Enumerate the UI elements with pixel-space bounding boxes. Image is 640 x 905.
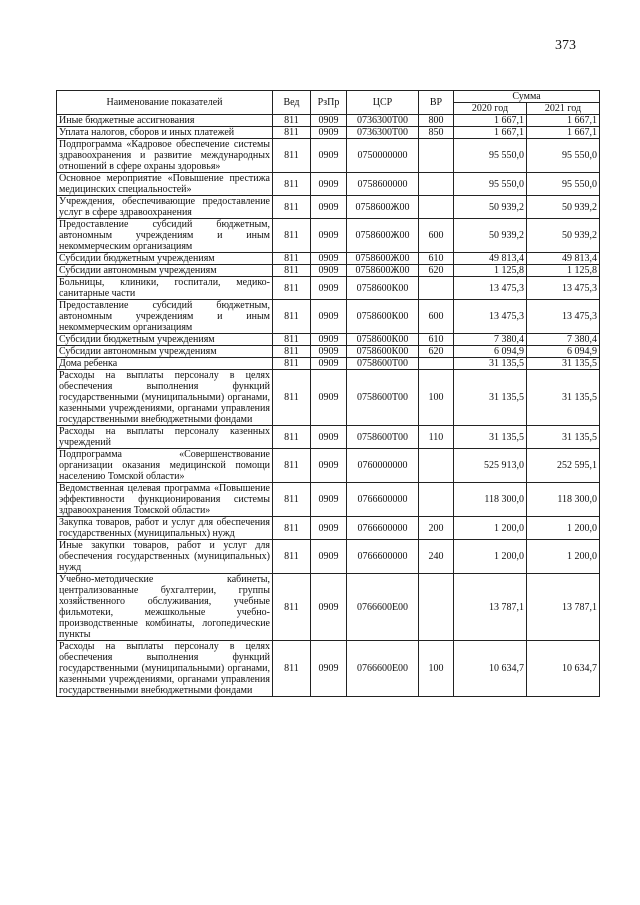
cell-rzpr: 0909: [311, 127, 347, 139]
cell-rzpr: 0909: [311, 139, 347, 173]
cell-y2020: 31 135,5: [454, 426, 527, 449]
header-ved: Вед: [273, 91, 311, 115]
cell-rzpr: 0909: [311, 219, 347, 253]
cell-y2021: 6 094,9: [527, 346, 600, 358]
cell-y2021: 50 939,2: [527, 196, 600, 219]
cell-ved: 811: [273, 346, 311, 358]
cell-rzpr: 0909: [311, 115, 347, 127]
cell-csr: 0750000000: [347, 139, 419, 173]
cell-y2021: 31 135,5: [527, 358, 600, 370]
cell-rzpr: 0909: [311, 449, 347, 483]
header-name: Наименование показателей: [57, 91, 273, 115]
cell-ved: 811: [273, 574, 311, 641]
cell-y2020: 13 475,3: [454, 300, 527, 334]
cell-ved: 811: [273, 517, 311, 540]
cell-y2021: 31 135,5: [527, 370, 600, 426]
cell-name: Дома ребенка: [57, 358, 273, 370]
table-row: [57, 449, 600, 483]
table-row: [57, 426, 600, 449]
cell-ved: 811: [273, 127, 311, 139]
cell-csr: 0760000000: [347, 449, 419, 483]
table-row: [57, 540, 600, 574]
table-row: [57, 277, 600, 300]
cell-y2020: 10 634,7: [454, 641, 527, 697]
cell-y2020: 13 475,3: [454, 277, 527, 300]
cell-vr: 620: [419, 346, 454, 358]
cell-vr: 800: [419, 115, 454, 127]
cell-ved: 811: [273, 139, 311, 173]
cell-rzpr: 0909: [311, 265, 347, 277]
page-number: 373: [555, 38, 576, 53]
table-row: [57, 253, 600, 265]
cell-y2021: 49 813,4: [527, 253, 600, 265]
table-row: [57, 265, 600, 277]
cell-name: Расходы на выплаты персоналу в целях обеспечения выполнения функций государственными (муниципальными) органами, казенными учреждениями, органами управления государственными внебюджетными фондами: [57, 370, 273, 426]
cell-vr: [419, 196, 454, 219]
cell-y2020: 31 135,5: [454, 370, 527, 426]
cell-csr: 0736300Т00: [347, 115, 419, 127]
cell-y2020: 1 125,8: [454, 265, 527, 277]
table-row: [57, 127, 600, 139]
cell-y2020: 13 787,1: [454, 574, 527, 641]
cell-name: Больницы, клиники, госпитали, медико-санитарные части: [57, 277, 273, 300]
cell-y2021: 1 667,1: [527, 127, 600, 139]
cell-csr: 0766600000: [347, 517, 419, 540]
cell-vr: [419, 173, 454, 196]
cell-csr: 0758600Т00: [347, 426, 419, 449]
cell-name: Ведомственная целевая программа «Повышение эффективности функционирования системы здравоохранения Томской области»: [57, 483, 273, 517]
cell-y2020: 1 667,1: [454, 127, 527, 139]
cell-name: Подпрограмма «Совершенствование организации оказания медицинской помощи населению Томской области»: [57, 449, 273, 483]
cell-ved: 811: [273, 483, 311, 517]
table-row: [57, 641, 600, 697]
cell-csr: 0758600К00: [347, 346, 419, 358]
cell-rzpr: 0909: [311, 426, 347, 449]
cell-y2020: 525 913,0: [454, 449, 527, 483]
cell-vr: 850: [419, 127, 454, 139]
cell-y2021: 13 475,3: [527, 277, 600, 300]
cell-y2021: 10 634,7: [527, 641, 600, 697]
cell-ved: 811: [273, 115, 311, 127]
cell-rzpr: 0909: [311, 358, 347, 370]
cell-ved: 811: [273, 265, 311, 277]
cell-name: Учреждения, обеспечивающие предоставление услуг в сфере здравоохранения: [57, 196, 273, 219]
cell-name: Подпрограмма «Кадровое обеспечение системы здравоохранения и развитие международных отношений в сфере охраны здоровья»: [57, 139, 273, 173]
cell-vr: 100: [419, 641, 454, 697]
cell-name: Расходы на выплаты персоналу казенных учреждений: [57, 426, 273, 449]
cell-vr: 200: [419, 517, 454, 540]
cell-rzpr: 0909: [311, 277, 347, 300]
cell-vr: 600: [419, 219, 454, 253]
cell-name: Субсидии автономным учреждениям: [57, 265, 273, 277]
cell-vr: 110: [419, 426, 454, 449]
cell-y2020: 50 939,2: [454, 196, 527, 219]
cell-csr: 0766600Е00: [347, 574, 419, 641]
cell-vr: 240: [419, 540, 454, 574]
cell-ved: 811: [273, 253, 311, 265]
cell-csr: 0766600000: [347, 540, 419, 574]
cell-name: Учебно-методические кабинеты, централизованные бухгалтерии, группы хозяйственного обслуживания, учебные фильмотеки, межшкольные учебно-производственные комбинаты, логопедические пункты: [57, 574, 273, 641]
cell-y2020: 31 135,5: [454, 358, 527, 370]
cell-y2021: 118 300,0: [527, 483, 600, 517]
cell-y2021: 1 667,1: [527, 115, 600, 127]
budget-table: [56, 90, 600, 697]
cell-rzpr: 0909: [311, 574, 347, 641]
table-row: [57, 139, 600, 173]
cell-name: Субсидии автономным учреждениям: [57, 346, 273, 358]
cell-rzpr: 0909: [311, 196, 347, 219]
table-row: [57, 196, 600, 219]
cell-csr: 0758600Ж00: [347, 265, 419, 277]
cell-name: Уплата налогов, сборов и иных платежей: [57, 127, 273, 139]
cell-y2021: 95 550,0: [527, 139, 600, 173]
table-row: [57, 300, 600, 334]
cell-name: Субсидии бюджетным учреждениям: [57, 253, 273, 265]
cell-rzpr: 0909: [311, 300, 347, 334]
cell-ved: 811: [273, 300, 311, 334]
cell-y2021: 13 475,3: [527, 300, 600, 334]
cell-vr: [419, 139, 454, 173]
cell-csr: 0758600Т00: [347, 358, 419, 370]
cell-rzpr: 0909: [311, 346, 347, 358]
cell-y2021: 50 939,2: [527, 219, 600, 253]
cell-csr: 0758600Ж00: [347, 196, 419, 219]
cell-ved: 811: [273, 358, 311, 370]
cell-vr: [419, 483, 454, 517]
table-row: [57, 358, 600, 370]
table-row: [57, 334, 600, 346]
cell-name: Расходы на выплаты персоналу в целях обеспечения выполнения функций государственными (муниципальными) органами, казенными учреждениями, органами управления государственными внебюджетными фондами: [57, 641, 273, 697]
cell-name: Субсидии бюджетным учреждениям: [57, 334, 273, 346]
cell-ved: 811: [273, 641, 311, 697]
cell-y2020: 7 380,4: [454, 334, 527, 346]
cell-y2021: 13 787,1: [527, 574, 600, 641]
cell-name: Предоставление субсидий бюджетным, автономным учреждениям и иным некоммерческим организациям: [57, 219, 273, 253]
cell-vr: 600: [419, 300, 454, 334]
cell-rzpr: 0909: [311, 483, 347, 517]
cell-ved: 811: [273, 334, 311, 346]
cell-y2021: 1 125,8: [527, 265, 600, 277]
cell-y2021: 1 200,0: [527, 517, 600, 540]
cell-y2021: 252 595,1: [527, 449, 600, 483]
table-header: [57, 91, 600, 115]
cell-vr: 100: [419, 370, 454, 426]
table-row: [57, 483, 600, 517]
cell-vr: 610: [419, 334, 454, 346]
cell-y2020: 49 813,4: [454, 253, 527, 265]
cell-y2020: 1 200,0: [454, 517, 527, 540]
cell-y2020: 118 300,0: [454, 483, 527, 517]
cell-csr: 0766600Е00: [347, 641, 419, 697]
cell-name: Основное мероприятие «Повышение престижа медицинских специальностей»: [57, 173, 273, 196]
cell-ved: 811: [273, 540, 311, 574]
cell-y2020: 95 550,0: [454, 139, 527, 173]
cell-ved: 811: [273, 196, 311, 219]
cell-name: Иные закупки товаров, работ и услуг для обеспечения государственных (муниципальных) нужд: [57, 540, 273, 574]
cell-ved: 811: [273, 426, 311, 449]
cell-vr: 610: [419, 253, 454, 265]
header-csr: ЦСР: [347, 91, 419, 115]
cell-y2020: 1 200,0: [454, 540, 527, 574]
table-body: [57, 115, 600, 697]
cell-csr: 0758600К00: [347, 300, 419, 334]
cell-csr: 0766600000: [347, 483, 419, 517]
table-row: [57, 173, 600, 196]
cell-vr: [419, 358, 454, 370]
cell-ved: 811: [273, 449, 311, 483]
cell-ved: 811: [273, 173, 311, 196]
cell-csr: 0736300Т00: [347, 127, 419, 139]
cell-vr: [419, 574, 454, 641]
table-row: [57, 370, 600, 426]
cell-y2020: 1 667,1: [454, 115, 527, 127]
cell-y2020: 50 939,2: [454, 219, 527, 253]
cell-rzpr: 0909: [311, 641, 347, 697]
cell-rzpr: 0909: [311, 334, 347, 346]
header-summa: Сумма: [454, 91, 600, 103]
cell-csr: 0758600К00: [347, 334, 419, 346]
table-row: [57, 574, 600, 641]
cell-rzpr: 0909: [311, 370, 347, 426]
header-year-2021: 2021 год: [527, 103, 600, 115]
cell-y2021: 95 550,0: [527, 173, 600, 196]
cell-rzpr: 0909: [311, 253, 347, 265]
cell-name: Закупка товаров, работ и услуг для обеспечения государственных (муниципальных) нужд: [57, 517, 273, 540]
header-year-2020: 2020 год: [454, 103, 527, 115]
cell-y2020: 95 550,0: [454, 173, 527, 196]
cell-vr: [419, 449, 454, 483]
cell-name: Иные бюджетные ассигнования: [57, 115, 273, 127]
table-row: [57, 115, 600, 127]
cell-ved: 811: [273, 277, 311, 300]
table-row: [57, 219, 600, 253]
cell-y2021: 1 200,0: [527, 540, 600, 574]
cell-ved: 811: [273, 370, 311, 426]
table-row: [57, 346, 600, 358]
cell-ved: 811: [273, 219, 311, 253]
cell-csr: 0758600Т00: [347, 370, 419, 426]
header-vr: ВР: [419, 91, 454, 115]
cell-name: Предоставление субсидий бюджетным, автономным учреждениям и иным некоммерческим организациям: [57, 300, 273, 334]
cell-csr: 0758600К00: [347, 277, 419, 300]
cell-rzpr: 0909: [311, 173, 347, 196]
cell-y2020: 6 094,9: [454, 346, 527, 358]
header-rzpr: РзПр: [311, 91, 347, 115]
cell-csr: 0758600Ж00: [347, 219, 419, 253]
cell-vr: 620: [419, 265, 454, 277]
cell-csr: 0758600Ж00: [347, 253, 419, 265]
table-row: [57, 517, 600, 540]
cell-y2021: 31 135,5: [527, 426, 600, 449]
cell-y2021: 7 380,4: [527, 334, 600, 346]
cell-vr: [419, 277, 454, 300]
cell-csr: 0758600000: [347, 173, 419, 196]
cell-rzpr: 0909: [311, 517, 347, 540]
cell-rzpr: 0909: [311, 540, 347, 574]
